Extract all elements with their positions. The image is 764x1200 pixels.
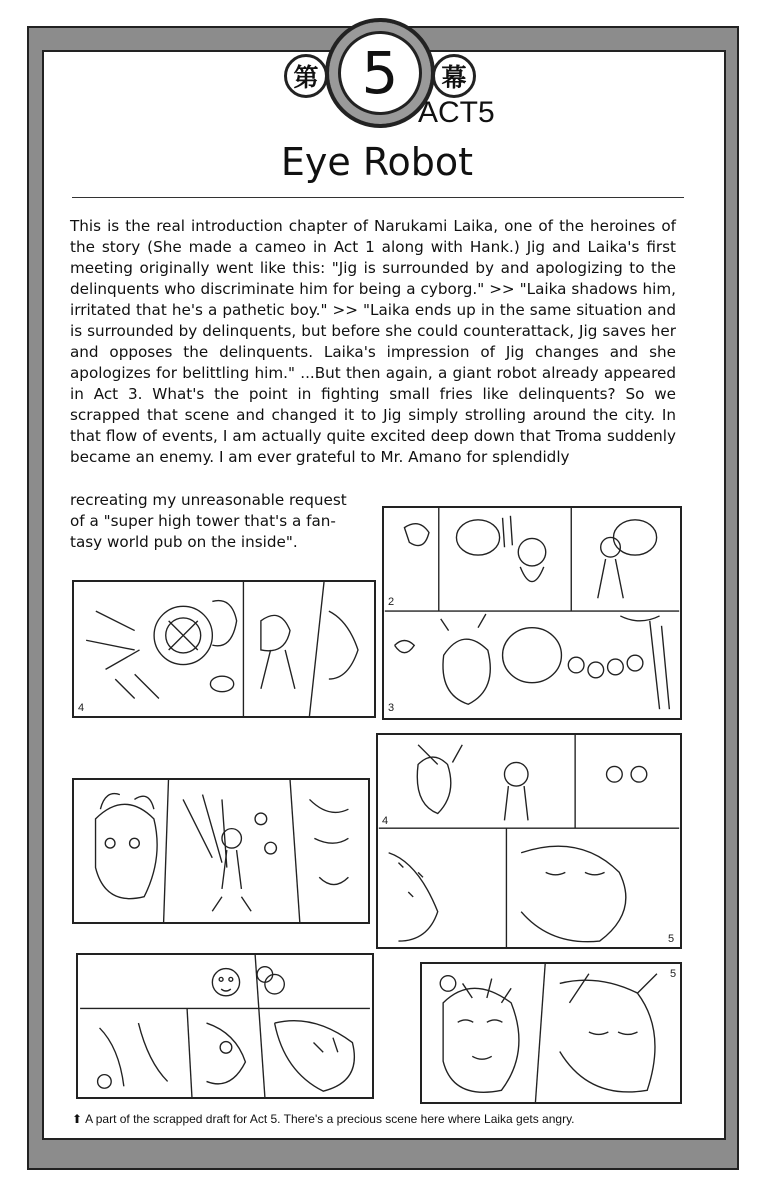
commentary-line: of a "super high tower that's a fan- (70, 512, 336, 530)
sketch-panel-middle-right (376, 733, 682, 949)
sketch-panel-bottom-left (76, 953, 374, 1099)
sketch-panel-top-right (382, 506, 682, 720)
chapter-number: 5 (361, 39, 399, 107)
act-label: ACT5 (418, 96, 495, 129)
page-number: 2 (388, 596, 395, 608)
caption-text: A part of the scrapped draft for Act 5. There's a precious scene here where Laika gets angry. (85, 1112, 575, 1126)
page-number: 3 (388, 702, 395, 714)
sketch-panel-bottom-right (420, 962, 682, 1104)
storyboard-sketch (384, 508, 680, 718)
chapter-kanji-right: 幕 (432, 54, 476, 98)
commentary-text-tail (70, 490, 370, 553)
storyboard-sketch (78, 955, 372, 1097)
page-number: 5 (668, 933, 675, 945)
commentary-text: This is the real introduction chapter of Narukami Laika, one of the heroines of the story (She made a cameo in Act 1 along with Hank.) Jig and Laika's first meeting originally went like this: "Jig is surrounded by and apologizing to the delinquents who discriminate him for being a cyborg." >> "Laika shadows him, irritated that he's a pathetic boy." >> "Laika ends up in the same situation and is surrounded by delinquents, but before she could counterattack, Jig saves her and opposes the delinquents. Laika's impression of Jig changes and she apologizes for belittling him." ...But then again, a giant robot already appeared in Act 3. What's the point in fighting small fries like delinquents? So we scrapped that scene and changed it to Jig simply strolling around the city. In that flow of events, I am actually quite excited deep down that Troma suddenly became an enemy. I am ever grateful to Mr. Amano for splendidly (70, 217, 676, 466)
figure-caption (72, 1112, 682, 1126)
page-number: 4 (78, 702, 85, 714)
sketch-panel-top-left (72, 580, 376, 718)
arrow-up-icon: ⬆ (72, 1112, 83, 1126)
sketch-panel-middle-left (72, 778, 370, 924)
storyboard-sketch (422, 964, 680, 1102)
chapter-title: Eye Robot (280, 140, 474, 184)
page-number: 4 (382, 815, 389, 827)
storyboard-sketch (74, 582, 374, 716)
commentary-line: tasy world pub on the inside". (70, 533, 298, 551)
storyboard-sketch (378, 735, 680, 947)
storyboard-sketch (74, 780, 368, 922)
page-number: 5 (670, 968, 677, 980)
chapter-kanji-left: 第 (284, 54, 328, 98)
title-divider (72, 197, 684, 198)
commentary-line: recreating my unreasonable request (70, 491, 347, 509)
